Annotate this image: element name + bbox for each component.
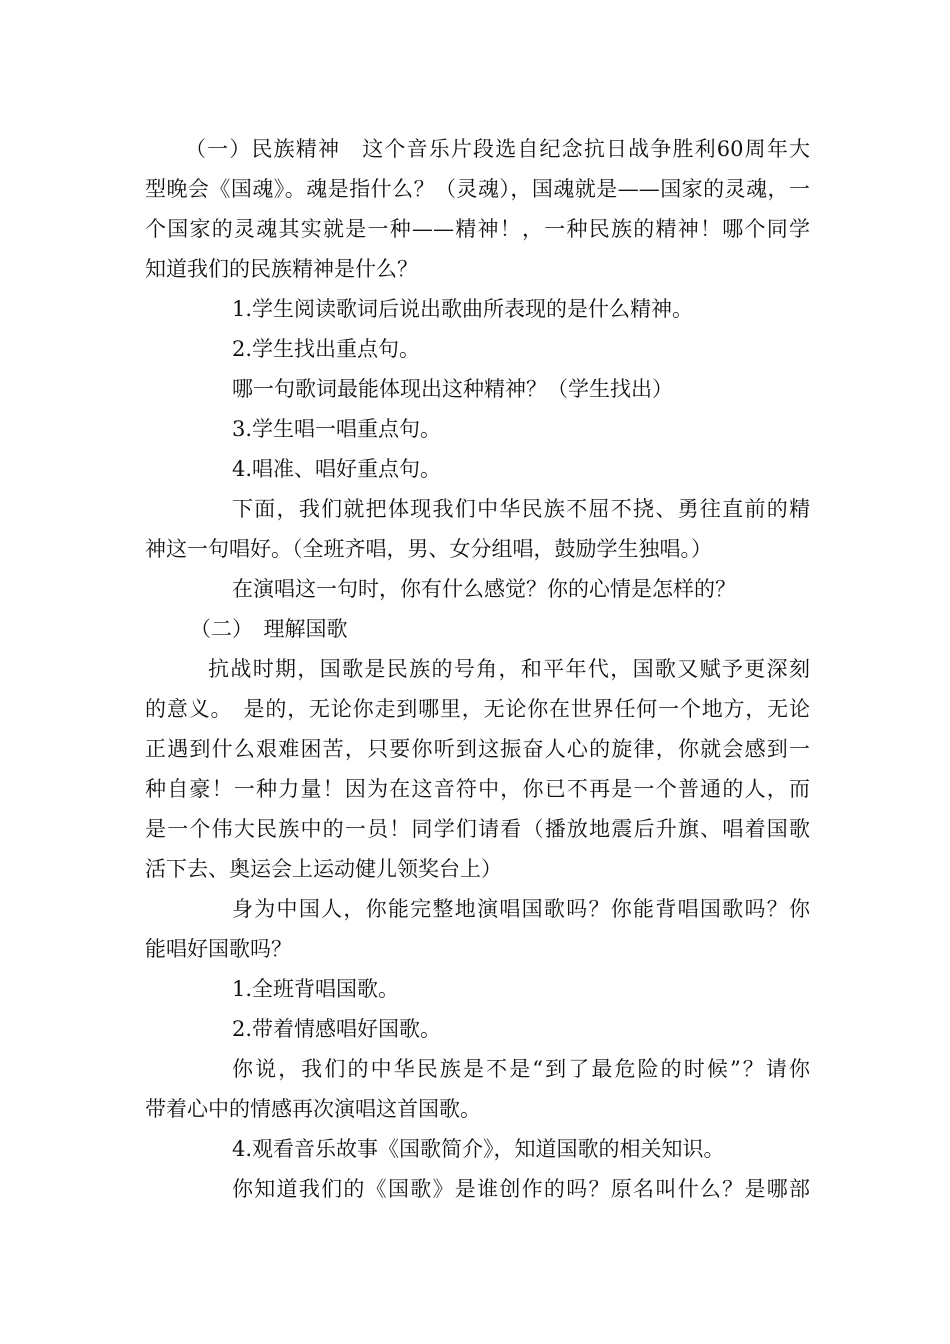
paragraph-line: 带着心中的情感再次演唱这首国歌。 <box>145 1097 481 1121</box>
paragraph-line: 的意义。 是的，无论你走到哪里，无论你在世界任何一个地方，无论 <box>145 697 810 721</box>
paragraph-line: 种自豪！一种力量！因为在这音符中，你已不再是一个普通的人，而 <box>145 777 810 801</box>
paragraph-line: 哪一句歌词最能体现出这种精神？（学生找出） <box>232 377 673 401</box>
paragraph-line: 你说，我们的中华民族是不是“到了最危险的时候”？请你 <box>232 1057 810 1081</box>
paragraph-line: （一）民族精神 这个音乐片段选自纪念抗日战争胜利60周年大 <box>185 137 810 161</box>
list-item: 2.带着情感唱好国歌。 <box>232 1017 442 1041</box>
list-item: 1.全班背唱国歌。 <box>232 977 400 1001</box>
paragraph-line: 在演唱这一句时，你有什么感觉？你的心情是怎样的？ <box>232 577 736 601</box>
paragraph-line: 神这一句唱好。（全班齐唱，男、女分组唱，鼓励学生独唱。） <box>145 537 712 561</box>
list-item: 4.唱准、唱好重点句。 <box>232 457 442 481</box>
list-item: 3.学生唱一唱重点句。 <box>232 417 442 441</box>
paragraph-line: 个国家的灵魂其实就是一种——精神！，一种民族的精神！哪个同学 <box>145 217 810 241</box>
list-item: 1.学生阅读歌词后说出歌曲所表现的是什么精神。 <box>232 297 694 321</box>
paragraph-line: 下面，我们就把体现我们中华民族不屈不挠、勇往直前的精 <box>232 497 810 521</box>
paragraph-line: 型晚会《国魂》。魂是指什么？（灵魂），国魂就是——国家的灵魂，一 <box>145 177 810 201</box>
paragraph-line: 知道我们的民族精神是什么？ <box>145 257 418 281</box>
list-item: 4.观看音乐故事《国歌简介》，知道国歌的相关知识。 <box>232 1137 725 1161</box>
paragraph-line: 你知道我们的《国歌》是谁创作的吗？原名叫什么？是哪部 <box>232 1177 810 1201</box>
paragraph-line: 能唱好国歌吗？ <box>145 937 292 961</box>
paragraph-line: 是一个伟大民族中的一员！同学们请看（播放地震后升旗、唱着国歌 <box>145 817 810 841</box>
list-item: 2.学生找出重点句。 <box>232 337 421 361</box>
paragraph-line: 身为中国人，你能完整地演唱国歌吗？你能背唱国歌吗？你 <box>232 897 810 921</box>
paragraph-line: 活下去、奥运会上运动健儿领奖台上） <box>145 857 502 881</box>
paragraph-line: 正遇到什么艰难困苦，只要你听到这振奋人心的旋律，你就会感到一 <box>145 737 810 761</box>
paragraph-line: 抗战时期，国歌是民族的号角，和平年代，国歌又赋予更深刻 <box>208 657 810 681</box>
section-heading: （二） 理解国歌 <box>190 617 348 641</box>
